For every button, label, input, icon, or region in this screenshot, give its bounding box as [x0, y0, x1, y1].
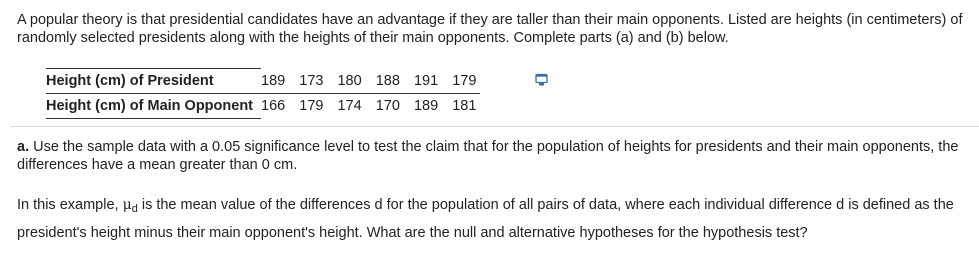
row-label-president: Height (cm) of President: [46, 69, 261, 94]
table-cell: 189: [261, 72, 286, 89]
copy-icon[interactable]: [535, 73, 549, 87]
example-explanation: [17, 193, 972, 245]
example-suffix: is the mean value of the differences d for the population of all pairs of data, where each individual difference d is defined as the president's height minus their main opponent's height. What are the null and alternative hypotheses for the hypothesis test?: [17, 197, 954, 241]
mu-subscript: d: [131, 203, 138, 215]
table-cell: 166: [261, 98, 286, 115]
table-cell: 170: [375, 98, 400, 115]
problem-intro: [17, 11, 972, 47]
table-cell: 191: [413, 72, 439, 89]
example-prefix: In this example,: [17, 197, 123, 213]
table-cell: 179: [452, 72, 477, 89]
section-divider: [11, 126, 979, 127]
table-row-president: [46, 69, 480, 94]
table-cell: 188: [375, 72, 400, 89]
row-values-president: [261, 69, 480, 94]
part-a-label: a.: [17, 139, 30, 155]
row-label-opponent: Height (cm) of Main Opponent: [46, 94, 261, 119]
table-cell: 189: [413, 98, 439, 115]
row-values-opponent: [261, 94, 480, 119]
mu-symbol: μ: [122, 197, 132, 213]
part-a-text: Use the sample data with a 0.05 significance level to test the claim that for the population of heights for presidents and their main opponents, the differences have a mean greater than 0 cm.: [17, 139, 959, 173]
intro-text: A popular theory is that presidential candidates have an advantage if they are taller than their main opponents. Listed are heights (in centimeters) of randomly selected presidents along with the heights of their main opponents. Complete parts (a) and (b) below.: [17, 12, 963, 46]
heights-table: [46, 68, 480, 119]
table-cell: 174: [337, 98, 362, 115]
part-a-question: [17, 138, 972, 174]
table-cell: 181: [452, 98, 477, 115]
table-cell: 173: [299, 72, 324, 89]
table-cell: 179: [299, 98, 324, 115]
table-cell: 180: [337, 72, 362, 89]
table-row-opponent: [46, 94, 480, 119]
